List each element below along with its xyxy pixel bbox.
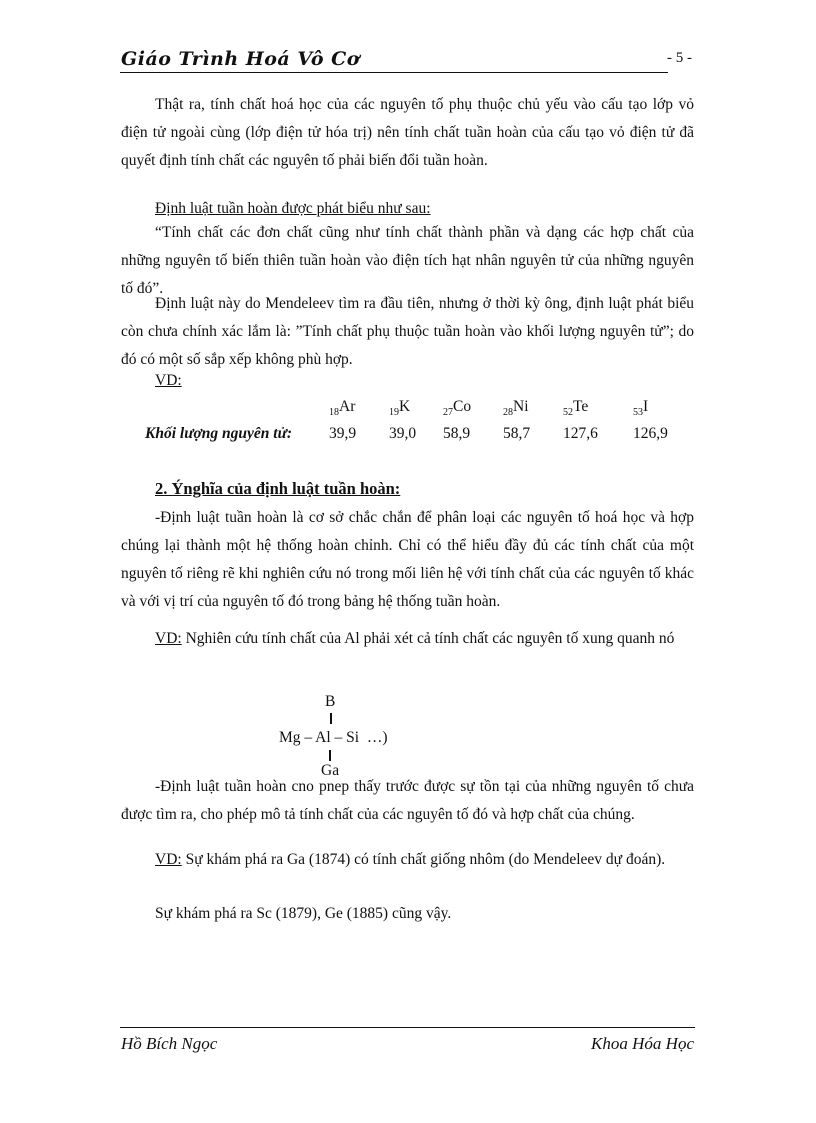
law-intro-text: Định luật tuần hoàn được phát biểu như sau: bbox=[155, 200, 431, 217]
element-symbol: $_{18}$Ar bbox=[329, 397, 356, 419]
atomic-mass-value: 39,0 bbox=[389, 425, 417, 442]
diagram-bottom-element: Ga bbox=[321, 762, 340, 779]
diagram-connector-top bbox=[330, 713, 332, 724]
footer-department: Khoa Hóa Học bbox=[591, 1034, 694, 1053]
atomic-mass-value: 127,6 bbox=[563, 425, 598, 442]
atomic-mass-value: 58,7 bbox=[503, 425, 531, 442]
atomic-mass-row bbox=[145, 421, 693, 447]
example-2-text: Nghiên cứu tính chất của Al phải xét cả tính chất các nguyên tố xung quanh nó bbox=[181, 630, 675, 647]
header-divider bbox=[120, 72, 668, 73]
section-heading: 2. Ýnghĩa của định luật tuần hoàn: bbox=[155, 479, 401, 498]
diagram-connector-bottom bbox=[329, 750, 331, 761]
atomic-mass-value: 39,9 bbox=[329, 425, 357, 442]
element-symbol: $_{27}$Co bbox=[443, 397, 472, 419]
element-symbol: $_{19}$K bbox=[389, 397, 411, 419]
element-symbol: $_{53}$I bbox=[633, 397, 649, 419]
section2-paragraph-1: -Định luật tuần hoàn là cơ sở chắc chắn để phân loại các nguyên tố hoá học và hợp chúng lại thành một hệ thống hoàn chỉnh. Chỉ có thể hiểu đầy đủ các tính chất của một nguyên tố riêng rẽ khi nghiên cứu nó trong mối liên hệ với tính chất của các nguyên tố khác và với vị trí của nguyên tố đó trong bảng hệ thống tuần hoàn. bbox=[121, 509, 694, 610]
example-label-text: VD: bbox=[155, 372, 182, 389]
footer-author: Hồ Bích Ngọc bbox=[121, 1034, 218, 1053]
atomic-mass-table bbox=[145, 395, 693, 447]
mendeleev-paragraph: Định luật này do Mendeleev tìm ra đầu tiên, nhưng ở thời kỳ ông, định luật phát biểu còn chưa chính xác lắm là: ”Tính chất phụ thuộc tuần hoàn vào khối lượng nguyên tử”; do đó có một số sắp xếp không phù hợp. bbox=[121, 295, 694, 368]
atomic-mass-value: 126,9 bbox=[633, 425, 668, 442]
page-number: - 5 - bbox=[667, 50, 692, 66]
example-2-label: VD: bbox=[155, 630, 182, 647]
header-title: Giáo Trình Hoá Vô Cơ bbox=[121, 48, 360, 70]
last-line: Sự khám phá ra Sc (1879), Ge (1885) cũng vậy. bbox=[155, 905, 452, 922]
example-label bbox=[155, 372, 182, 390]
example-3-text: Sự khám phá ra Ga (1874) có tính chất giống nhôm (do Mendeleev dự đoán). bbox=[181, 851, 666, 868]
element-symbol-row bbox=[145, 395, 693, 421]
example-3-label: VD: bbox=[155, 851, 182, 868]
law-statement: “Tính chất các đơn chất cũng như tính chất thành phần và dạng các hợp chất của những nguyên tố biến thiên tuần hoàn vào điện tích hạt nhân nguyên tử của những nguyên tố đó”. bbox=[121, 224, 694, 297]
element-symbol: $_{28}$Ni bbox=[503, 397, 529, 419]
atomic-mass-value: 58,9 bbox=[443, 425, 471, 442]
intro-paragraph: Thật ra, tính chất hoá học của các nguyên tố phụ thuộc chủ yếu vào cấu tạo lớp vỏ điện tử ngoài cùng (lớp điện tử hóa trị) nên tính chất tuần hoàn của cấu tạo vỏ điện tử đã quyết định tính chất các nguyên tố phải biến đổi tuần hoàn. bbox=[121, 96, 694, 169]
section2-paragraph-2: -Định luật tuần hoàn cno pnep thấy trước được sự tồn tại của những nguyên tố chưa được tìm ra, cho phép mô tả tính chất của các nguyên tố đó và hợp chất của chúng. bbox=[121, 778, 694, 823]
atomic-mass-label: Khối lượng nguyên tử: bbox=[145, 425, 293, 442]
diagram-middle-row: Mg – Al – Si …) bbox=[279, 729, 388, 746]
diagram-top-element: B bbox=[325, 693, 336, 710]
element-symbol: $_{52}$Te bbox=[563, 397, 589, 419]
footer-divider bbox=[120, 1027, 695, 1028]
example-3 bbox=[121, 846, 694, 874]
example-2 bbox=[121, 625, 694, 653]
